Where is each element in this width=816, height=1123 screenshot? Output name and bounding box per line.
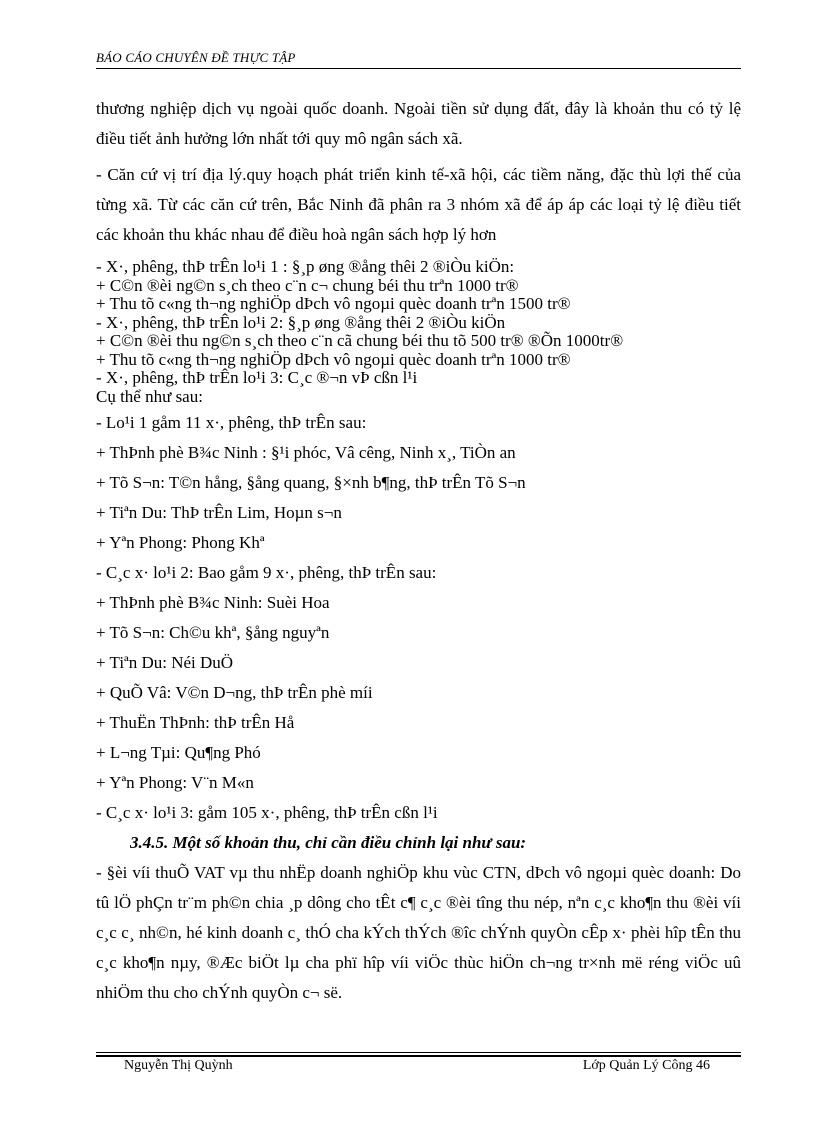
footer-divider-top: [96, 1052, 741, 1053]
commune-list: [96, 408, 741, 828]
list-item: - C¸c x· lo¹i 2: Bao gåm 9 x·, phêng, thÞ trÊn sau:: [96, 563, 437, 582]
footer-class: Lớp Quản Lý Công 46: [582, 1058, 710, 1073]
list-item: - C¸c x· lo¹i 3: gåm 105 x·, phêng, thÞ trÊn cßn l¹i: [96, 803, 438, 822]
list-item: + QuÕ Vâ: V©n D¬ng, thÞ trÊn phè míi: [96, 683, 373, 702]
list-item: - X·, phêng, thÞ trÊn lo¹i 1 : §¸p øng ®ång thêi 2 ®iÒu kiÖn:: [96, 257, 515, 276]
list-item: + C©n ®èi thu ng©n s¸ch theo c¨n cã chung béi thu tõ 500 tr® ®Õn 1000tr®: [96, 331, 624, 350]
header-divider: [96, 68, 741, 69]
footer-divider-bottom: [96, 1055, 741, 1057]
list-item: + Yªn Phong: Phong Khª: [96, 533, 265, 552]
header-title: BÁO CÁO CHUYÊN ĐỀ THỰC TẬP: [96, 50, 296, 65]
page-body: [96, 94, 741, 1008]
list-item: + Tõ S¬n: Ch©u khª, §ång nguyªn: [96, 623, 330, 642]
compact-list: [96, 258, 741, 406]
list-item: + Thu tõ c«ng th¬ng nghiÖp dÞch vô ngoµi quèc doanh trªn 1500 tr®: [96, 294, 571, 313]
list-item: + ThÞnh phè B¾c Ninh: Suèi Hoa: [96, 593, 330, 612]
list-item: + C©n ®èi ng©n s¸ch theo c¨n c¬ chung béi thu trªn 1000 tr®: [96, 275, 519, 295]
list-item: - X·, phêng, thÞ trÊn lo¹i 3: C¸c ®¬n vÞ cßn l¹i: [96, 368, 418, 387]
list-item: + ThÞnh phè B¾c Ninh : §¹i phóc, Vâ cêng, Ninh x¸, TiÒn an: [96, 443, 516, 462]
list-item: Cụ thể như sau:: [96, 386, 203, 406]
paragraph-1: thương nghiệp dịch vụ ngoài quốc doanh. Ngoài tiền sử dụng đất, đây là khoản thu có tỷ lệ điều tiết ảnh hưởng lớn nhất tới quy mô ngân sách xã.: [96, 99, 741, 148]
section-heading: 3.4.5. Một số khoản thu, chỉ cần điều chỉnh lại như sau:: [130, 833, 527, 852]
list-item: + L¬ng Tµi: Qu¶ng Phó: [96, 743, 261, 762]
list-item: + Yªn Phong: V¨n M«n: [96, 773, 254, 792]
list-item: + ThuËn ThÞnh: thÞ trÊn Hå: [96, 713, 295, 732]
footer-author: Nguyễn Thị Quỳnh: [124, 1058, 233, 1073]
paragraph-last: - §èi víi thuÕ VAT vµ thu nhËp doanh nghiÖp khu vùc CTN, dÞch vô ngoµi quèc doanh: Do tû lÖ phÇn tr¨m ph©n chia ¸p dông cho tÊt c¶ c¸c ®èi tîng thu nép, nªn c¸c kho¶n thu ®èi víi c¸c c¸ nh©n, hé kinh doanh c¸ thÓ cha kÝch thÝch ®îc chÝnh quyÒn cÊp x· phèi hîp tÊn thu c¸c kho¶n nµy, ®Æc biÖt lµ cha phï hîp víi viÖc thùc hiÖn ch¬ng tr×nh më réng viÖc uû nhiÖm thu cho chÝnh quyÒn c¬ së.: [96, 863, 741, 1002]
list-item: + Tõ S¬n: T©n hång, §ång quang, §×nh b¶ng, thÞ trÊn Tõ S¬n: [96, 473, 526, 492]
list-item: + Thu tõ c«ng th¬ng nghiÖp dÞch vô ngoµi quèc doanh trªn 1000 tr®: [96, 349, 571, 369]
list-item: + Tiªn Du: ThÞ trÊn Lim, Hoµn s¬n: [96, 503, 342, 522]
list-item: - Lo¹i 1 gåm 11 x·, phêng, thÞ trÊn sau:: [96, 413, 367, 432]
list-item: - X·, phêng, thÞ trÊn lo¹i 2: §¸p øng ®ång thêi 2 ®iÒu kiÖn: [96, 312, 506, 332]
paragraph-2: - Căn cứ vị trí địa lý.quy hoạch phát triển kinh tế-xã hội, các tiềm năng, đặc thù lợi thế của từng xã. Từ các căn cứ trên, Bắc Ninh đã phân ra 3 nhóm xã để áp áp các loại tỷ lệ điều tiết các khoản thu khác nhau để điều hoà ngân sách hợp lý hơn: [96, 165, 741, 244]
list-item: + Tiªn Du: Néi DuÖ: [96, 653, 234, 672]
